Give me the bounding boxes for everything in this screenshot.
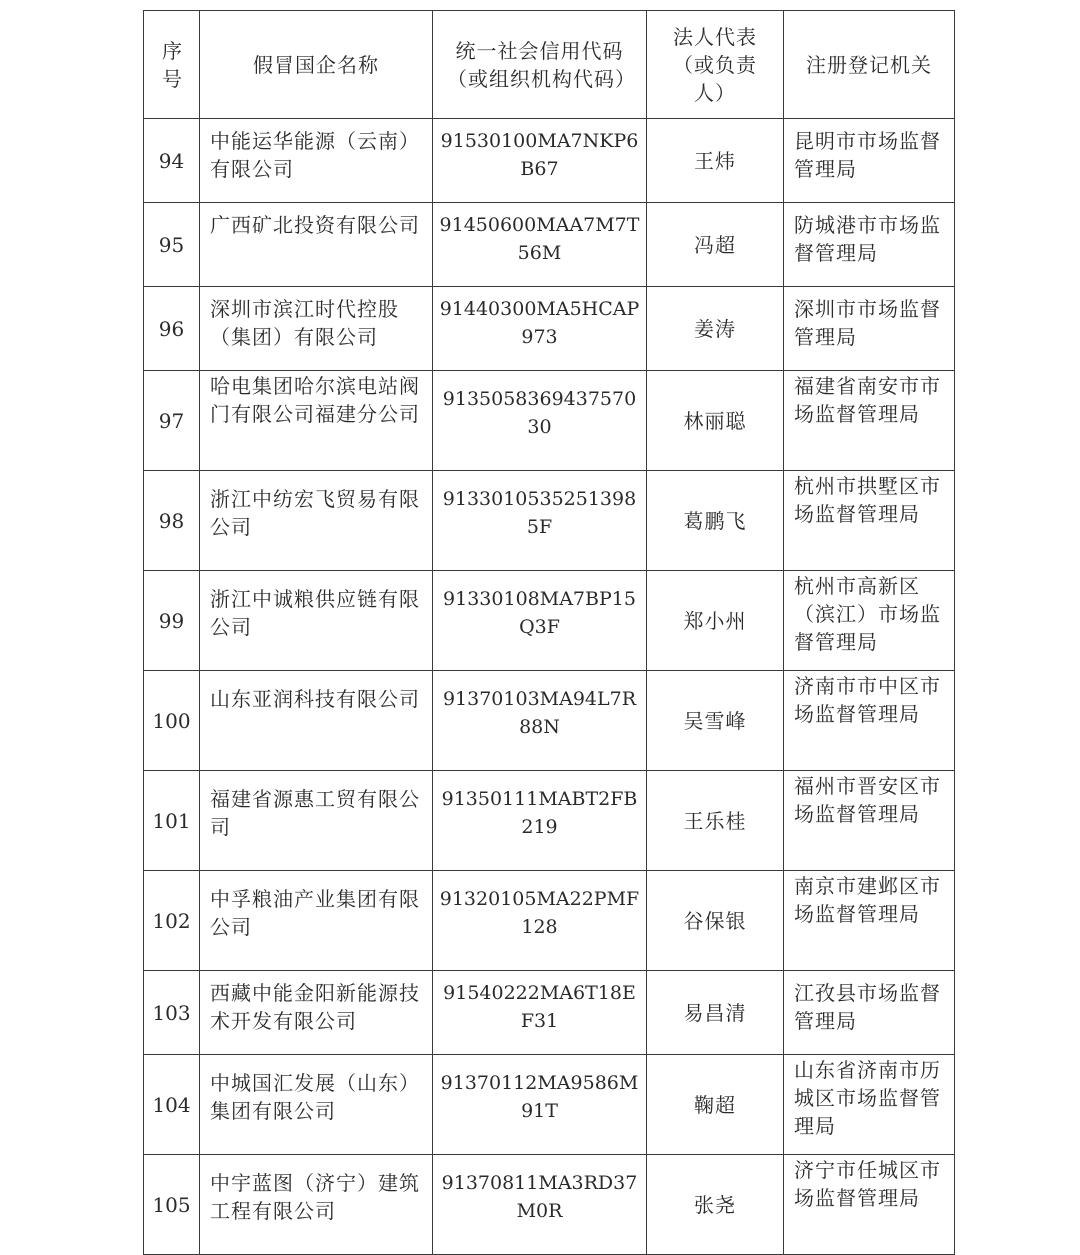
cell-code: 91330108MA7BP15Q3F bbox=[433, 571, 647, 671]
table-row bbox=[144, 571, 955, 671]
fake-soe-table bbox=[143, 10, 955, 1255]
cell-code: 91370103MA94L7R88N bbox=[433, 671, 647, 771]
cell-name: 深圳市滨江时代控股（集团）有限公司 bbox=[200, 287, 433, 371]
table-row bbox=[144, 371, 955, 471]
cell-code: 91530100MA7NKP6B67 bbox=[433, 119, 647, 203]
cell-auth: 南京市建邺区市场监督管理局 bbox=[784, 871, 955, 971]
cell-rep: 张尧 bbox=[647, 1155, 784, 1255]
cell-no: 104 bbox=[144, 1055, 200, 1155]
header-code: 统一社会信用代码（或组织机构代码） bbox=[433, 11, 647, 119]
cell-auth: 济宁市任城区市场监督管理局 bbox=[784, 1155, 955, 1255]
cell-rep: 郑小州 bbox=[647, 571, 784, 671]
cell-no: 101 bbox=[144, 771, 200, 871]
cell-no: 102 bbox=[144, 871, 200, 971]
cell-rep: 姜涛 bbox=[647, 287, 784, 371]
cell-auth: 江孜县市场监督管理局 bbox=[784, 971, 955, 1055]
cell-name: 中城国汇发展（山东）集团有限公司 bbox=[200, 1055, 433, 1155]
cell-no: 103 bbox=[144, 971, 200, 1055]
header-no: 序号 bbox=[144, 11, 200, 119]
cell-auth: 杭州市高新区（滨江）市场监督管理局 bbox=[784, 571, 955, 671]
cell-auth: 福州市晋安区市场监督管理局 bbox=[784, 771, 955, 871]
cell-no: 100 bbox=[144, 671, 200, 771]
cell-code: 913505836943757030 bbox=[433, 371, 647, 471]
cell-rep: 吴雪峰 bbox=[647, 671, 784, 771]
cell-no: 105 bbox=[144, 1155, 200, 1255]
cell-auth: 昆明市市场监督管理局 bbox=[784, 119, 955, 203]
cell-name: 福建省源惠工贸有限公司 bbox=[200, 771, 433, 871]
table-row bbox=[144, 287, 955, 371]
cell-code: 91440300MA5HCAP973 bbox=[433, 287, 647, 371]
cell-code: 91450600MAA7M7T56M bbox=[433, 203, 647, 287]
cell-name: 广西矿北投资有限公司 bbox=[200, 203, 433, 287]
cell-auth: 济南市市中区市场监督管理局 bbox=[784, 671, 955, 771]
table-row bbox=[144, 119, 955, 203]
cell-rep: 林丽聪 bbox=[647, 371, 784, 471]
cell-no: 98 bbox=[144, 471, 200, 571]
header-auth: 注册登记机关 bbox=[784, 11, 955, 119]
cell-auth: 福建省南安市市场监督管理局 bbox=[784, 371, 955, 471]
table-row bbox=[144, 471, 955, 571]
cell-no: 97 bbox=[144, 371, 200, 471]
cell-rep: 鞠超 bbox=[647, 1055, 784, 1155]
cell-name: 中能运华能源（云南）有限公司 bbox=[200, 119, 433, 203]
cell-name: 中孚粮油产业集团有限公司 bbox=[200, 871, 433, 971]
header-name: 假冒国企名称 bbox=[200, 11, 433, 119]
cell-name: 山东亚润科技有限公司 bbox=[200, 671, 433, 771]
cell-no: 94 bbox=[144, 119, 200, 203]
cell-code: 91370112MA9586M91T bbox=[433, 1055, 647, 1155]
cell-rep: 王炜 bbox=[647, 119, 784, 203]
cell-name: 浙江中诚粮供应链有限公司 bbox=[200, 571, 433, 671]
cell-no: 95 bbox=[144, 203, 200, 287]
cell-rep: 冯超 bbox=[647, 203, 784, 287]
table-row bbox=[144, 771, 955, 871]
table-row bbox=[144, 1155, 955, 1255]
cell-no: 99 bbox=[144, 571, 200, 671]
table-row bbox=[144, 971, 955, 1055]
table-row bbox=[144, 871, 955, 971]
table-header-row bbox=[144, 11, 955, 119]
table-row bbox=[144, 1055, 955, 1155]
table-row bbox=[144, 671, 955, 771]
cell-name: 哈电集团哈尔滨电站阀门有限公司福建分公司 bbox=[200, 371, 433, 471]
cell-rep: 谷保银 bbox=[647, 871, 784, 971]
cell-auth: 山东省济南市历城区市场监督管理局 bbox=[784, 1055, 955, 1155]
cell-auth: 深圳市市场监督管理局 bbox=[784, 287, 955, 371]
cell-rep: 王乐桂 bbox=[647, 771, 784, 871]
cell-code: 91320105MA22PMF128 bbox=[433, 871, 647, 971]
cell-no: 96 bbox=[144, 287, 200, 371]
cell-code: 91540222MA6T18EF31 bbox=[433, 971, 647, 1055]
cell-name: 西藏中能金阳新能源技术开发有限公司 bbox=[200, 971, 433, 1055]
cell-rep: 易昌清 bbox=[647, 971, 784, 1055]
cell-auth: 杭州市拱墅区市场监督管理局 bbox=[784, 471, 955, 571]
cell-code: 91330105352513985F bbox=[433, 471, 647, 571]
cell-code: 91370811MA3RD37M0R bbox=[433, 1155, 647, 1255]
cell-name: 浙江中纺宏飞贸易有限公司 bbox=[200, 471, 433, 571]
cell-code: 91350111MABT2FB219 bbox=[433, 771, 647, 871]
header-rep: 法人代表（或负责人） bbox=[647, 11, 784, 119]
table-row bbox=[144, 203, 955, 287]
cell-rep: 葛鹏飞 bbox=[647, 471, 784, 571]
cell-auth: 防城港市市场监督管理局 bbox=[784, 203, 955, 287]
cell-name: 中宇蓝图（济宁）建筑工程有限公司 bbox=[200, 1155, 433, 1255]
